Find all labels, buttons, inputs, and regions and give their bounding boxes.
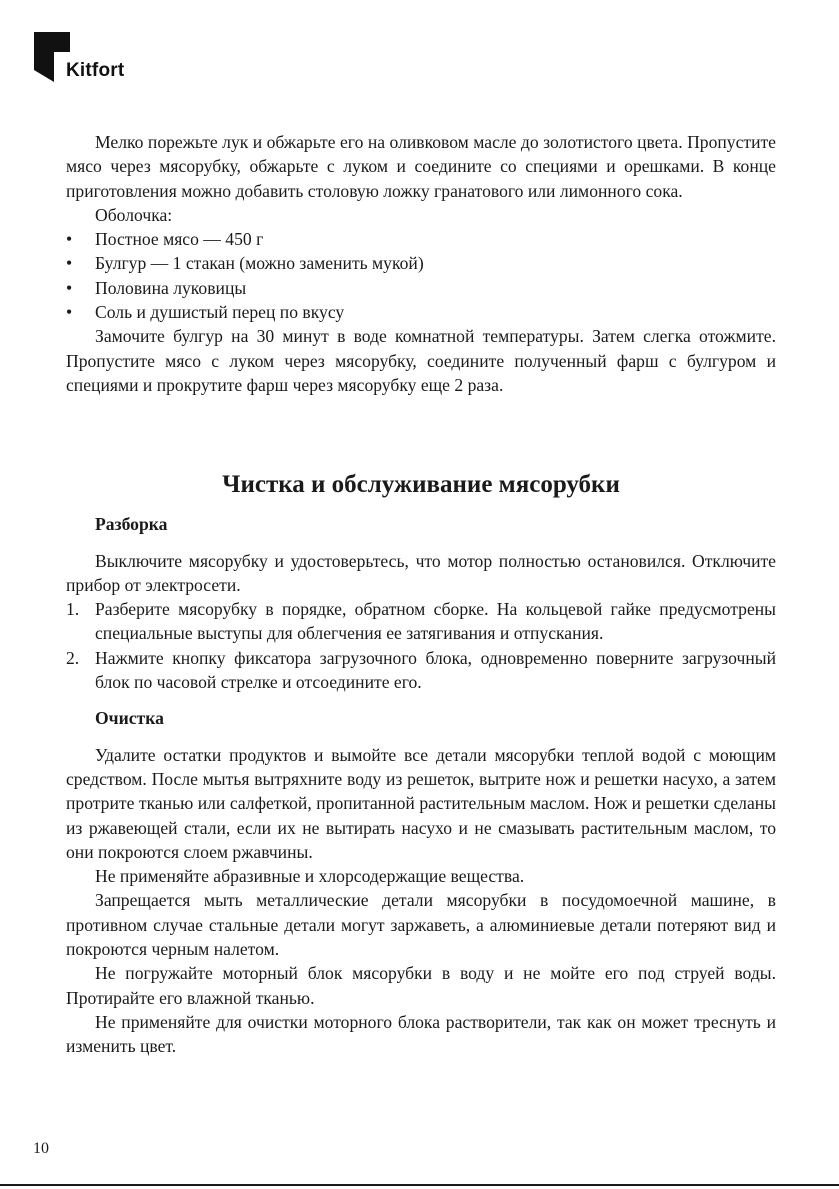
- step-text: Разберите мясорубку в порядке, обратном сборке. На кольцевой гайке предусмотрены специальные выступы для облегчения ее затягивания и отпускания.: [95, 599, 776, 644]
- bullet-mark: •: [66, 253, 73, 274]
- bullet-mark: •: [66, 229, 73, 250]
- list-item: [66, 646, 776, 695]
- cleaning-heading: Очистка: [95, 708, 164, 729]
- cleaning-paragraph: Не применяйте для очистки моторного блока растворители, так как он может треснуть и изменить цвет.: [66, 1011, 776, 1057]
- bottom-divider: [0, 1184, 839, 1186]
- page-number: 10: [33, 1140, 49, 1157]
- disassembly-intro: Выключите мясорубку и удостоверьтесь, что мотор полностью остановился. Отключите прибор от электросети.: [66, 550, 776, 595]
- step-text: Нажмите кнопку фиксатора загрузочного блока, одновременно поверните загрузочный блок по часовой стрелке и отсоедините его.: [95, 647, 776, 693]
- step-number: 2.: [66, 647, 80, 668]
- bullet-mark: •: [66, 302, 73, 323]
- ingredient-list: [66, 227, 776, 324]
- cleaning-paragraph: Не погружайте моторный блок мясорубки в воду и не мойте его под струей воды. Протирайте его влажной тканью.: [66, 963, 776, 1008]
- list-item: [66, 276, 776, 300]
- list-item: [66, 300, 776, 324]
- list-item: [66, 597, 776, 646]
- step-number: 1.: [66, 599, 80, 620]
- shell-label: Оболочка:: [95, 204, 173, 225]
- ingredient-text: Булгур — 1 стакан (можно заменить мукой): [95, 253, 424, 274]
- bullet-mark: •: [66, 277, 73, 298]
- cleaning-paragraph: Не применяйте абразивные и хлорсодержащие вещества.: [95, 866, 525, 887]
- ingredient-text: Половина луковицы: [95, 277, 247, 298]
- disassembly-heading: Разборка: [95, 514, 168, 535]
- kitfort-logo: [32, 30, 152, 90]
- page-content: [66, 130, 776, 1059]
- cleaning-paragraph: Удалите остатки продуктов и вымойте все детали мясорубки теплой водой с моющим средством. После мытья вытряхните воду из решеток, вытрите нож и решетки насухо, а затем протрите тканью или салфеткой, пропитанной растительным маслом. Нож и решетки сделаны из ржавеющей стали, если их не вытирать насухо и не смазывать растительным маслом, то они покроются слоем ржавчины.: [66, 744, 776, 862]
- list-item: [66, 227, 776, 251]
- list-item: [66, 251, 776, 275]
- intro-paragraph-2: Замочите булгур на 30 минут в воде комнатной температуры. Затем слегка отожмите. Пропустите мясо с луком через мясорубку, соедините полученный фарш с булгуром и специями и прокрутите фарш через мясорубку еще 2 раза.: [66, 326, 776, 395]
- disassembly-steps: [66, 597, 776, 694]
- ingredient-text: Постное мясо — 450 г: [95, 229, 264, 250]
- section-title: Чистка и обслуживание мясорубки: [222, 471, 620, 499]
- brand-name: Kitfort: [66, 60, 125, 81]
- cleaning-paragraph: Запрещается мыть металлические детали мясорубки в посудомоечной машине, в противном случае стальные детали могут заржаветь, а алюминиевые детали потеряют вид и покроются черным налетом.: [66, 890, 776, 960]
- ingredient-text: Соль и душистый перец по вкусу: [95, 302, 345, 323]
- intro-paragraph-1: Мелко порежьте лук и обжарьте его на оливковом масле до золотистого цвета. Пропустите мясо через мясорубку, обжарьте с луком и соедините со специями и орешками. В конце приготовления можно добавить столовую ложку гранатового или лимонного сока.: [66, 132, 776, 201]
